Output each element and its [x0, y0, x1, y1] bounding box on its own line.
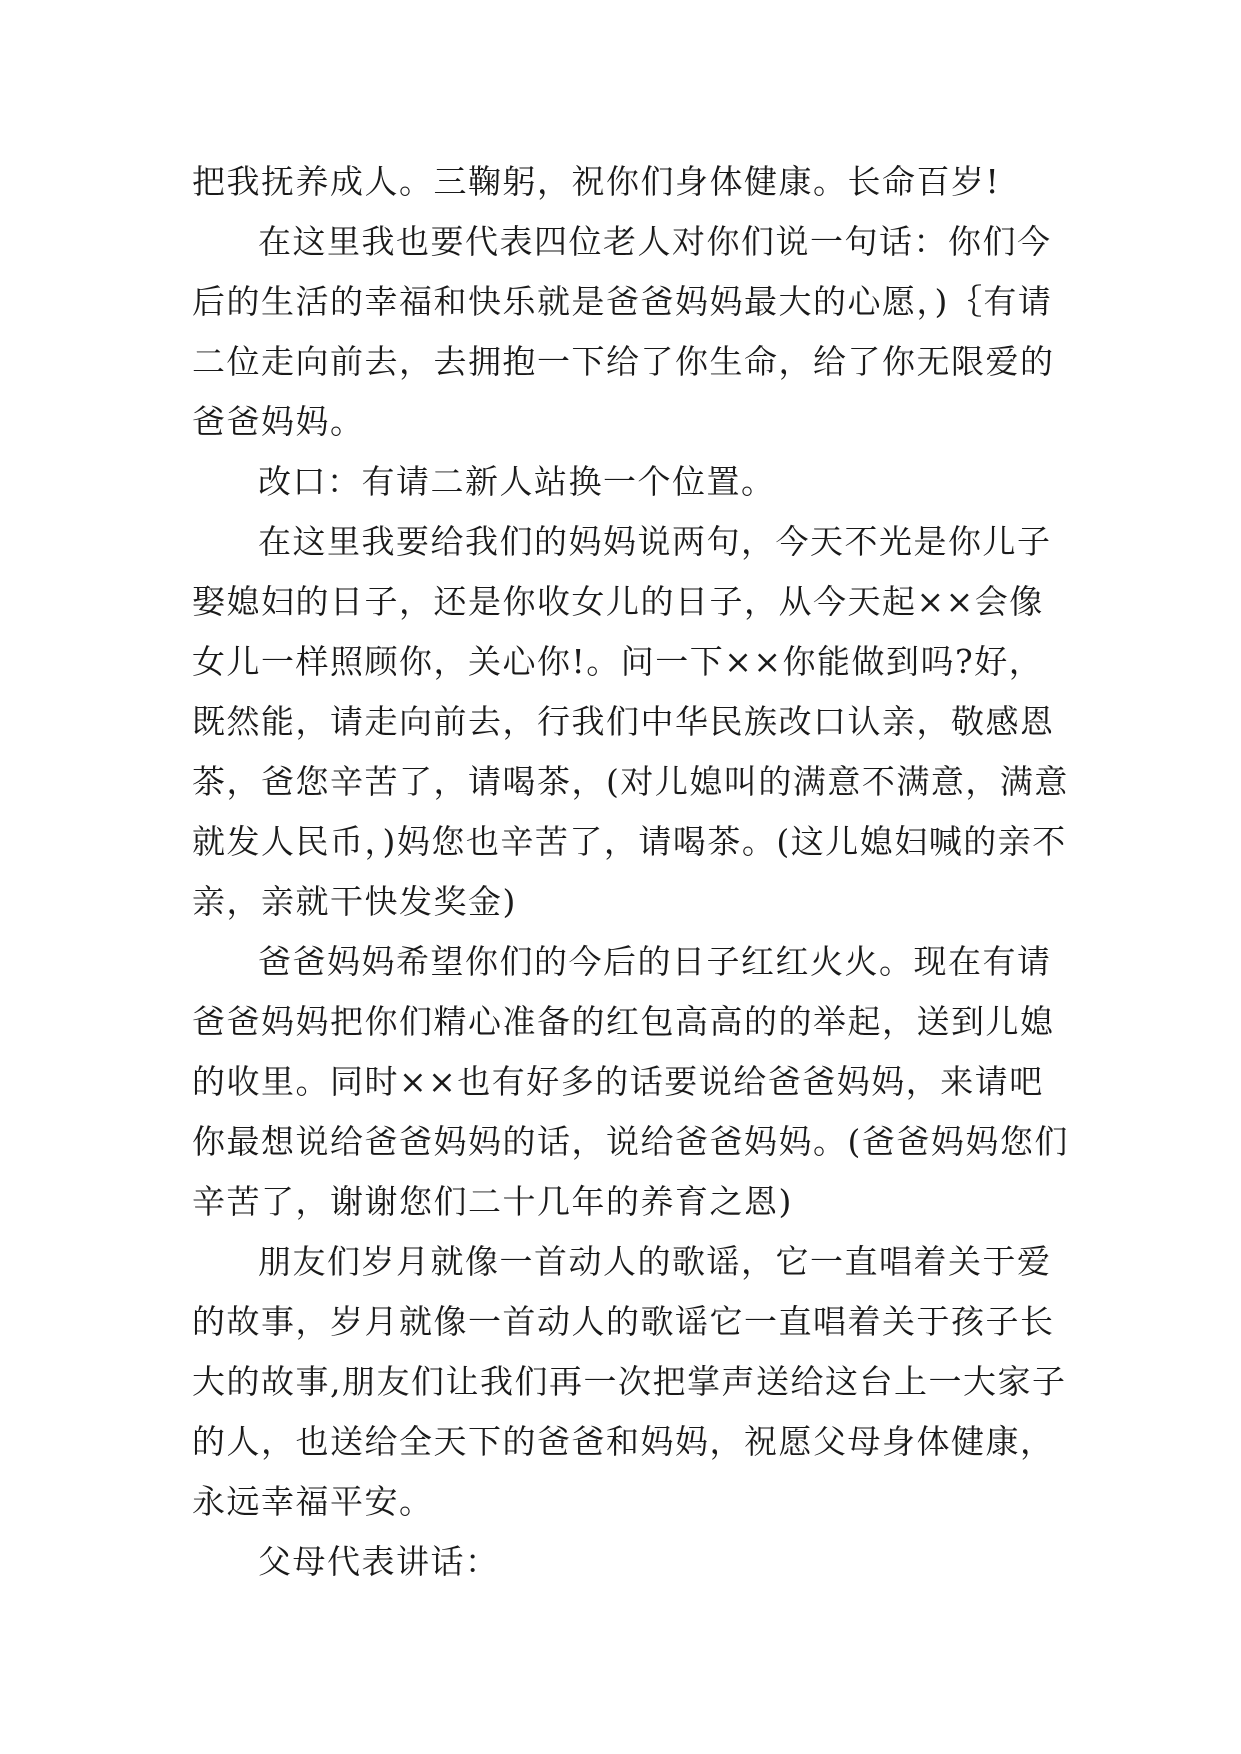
paragraph-7: 父母代表讲话： [258, 1542, 500, 1581]
document-body [192, 152, 1072, 1592]
paragraph-1: 把我抚养成人。三鞠躬，祝你们身体健康。长命百岁! [192, 162, 1001, 201]
paragraph-3: 改口：有请二新人站换一个位置。 [258, 462, 776, 501]
paragraph-2: 在这里我也要代表四位老人对你们说一句话：你们今后的生活的幸福和快乐就是爸爸妈妈最大的心愿，)｛有请二位走向前去，去拥抱一下给了你生命，给了你无限爱的爸爸妈妈。 [192, 222, 1055, 441]
paragraph-4: 在这里我要给我们的妈妈说两句，今天不光是你儿子娶媳妇的日子，还是你收女儿的日子，从今天起××会像女儿一样照顾你，关心你!。问一下××你能做到吗?好，既然能，请走向前去，行我们中华民族改口认亲，敬感恩茶，爸您辛苦了，请喝茶，(对儿媳叫的满意不满意，满意就发人民币，)妈您也辛苦了，请喝茶。(这儿媳妇喊的亲不亲，亲就干快发奖金) [192, 522, 1069, 921]
paragraph-5: 爸爸妈妈希望你们的今后的日子红红火火。现在有请爸爸妈妈把你们精心准备的红包高高的的举起，送到儿媳的收里。同时××也有好多的话要说给爸爸妈妈，来请吧你最想说给爸爸妈妈的话，说给爸爸妈妈。(爸爸妈妈您们辛苦了，谢谢您们二十几年的养育之恩) [192, 942, 1069, 1221]
paragraph-6: 朋友们岁月就像一首动人的歌谣，它一直唱着关于爱的故事，岁月就像一首动人的歌谣它一直唱着关于孩子长大的故事,朋友们让我们再一次把掌声送给这台上一大家子的人，也送给全天下的爸爸和妈妈，祝愿父母身体健康，永远幸福平安。 [192, 1242, 1067, 1521]
